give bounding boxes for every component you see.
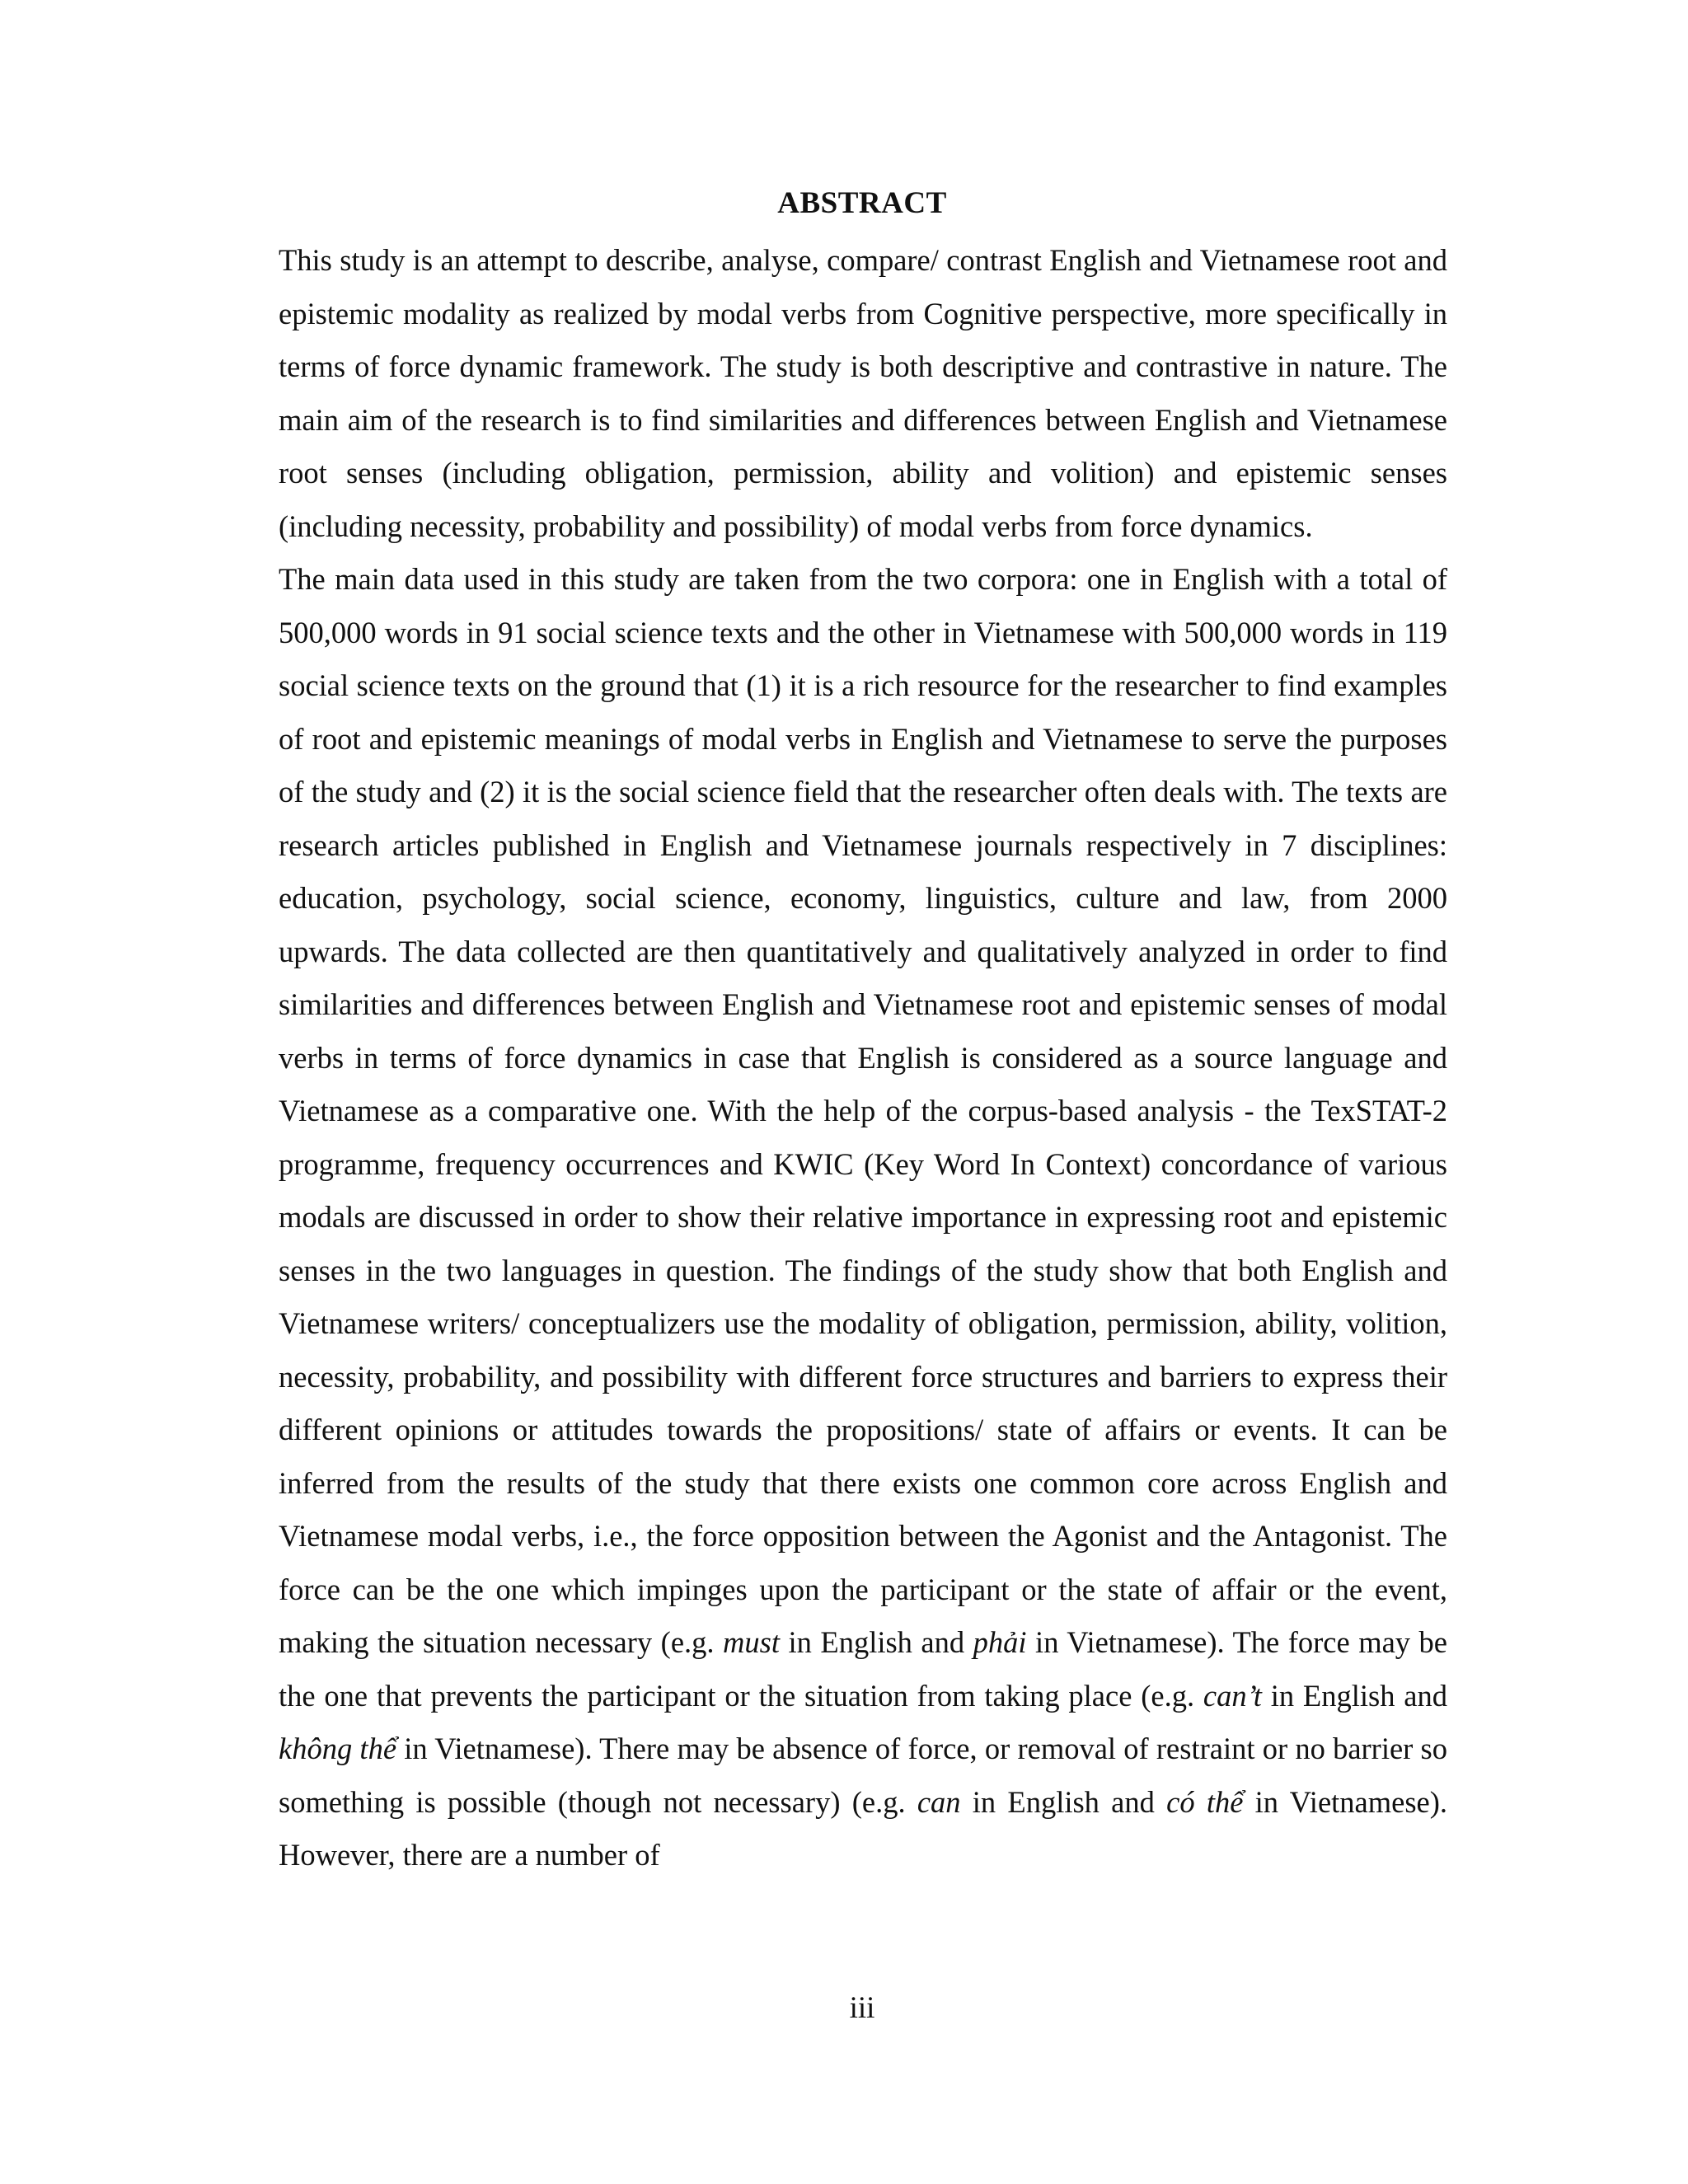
paragraph-2-text-3: in Vietnamese). The force may be the one that prevents the participant or the situation from taking place (e.g. [279,1625,1448,1713]
paragraph-2 [279,553,1447,1882]
paragraph-2-text-5: in Vietnamese). There may be absence of force, or removal of restraint or no barrier so something is possible (though not necessary) (e.g. [279,1732,1447,1819]
paragraph-2-text-6: in English and [960,1784,1167,1819]
example-khong-the: không thể [279,1732,397,1765]
paragraph-2-text-7: in Vietnamese). However, there are a number of [279,1784,1448,1872]
example-cant: can’t [1203,1678,1262,1713]
abstract-heading: ABSTRACT [777,186,947,220]
example-phai: phải [973,1625,1027,1659]
paragraph-2-text-1: The main data used in this study are taken from the two corpora: one in English with a total of 500,000 words in 91 social science texts and the other in Vietnamese with 500,000 words in 119 social science texts on the ground that (1) it is a rich resource for the researcher to find examples of root and epistemic meanings of modal verbs in English and Vietnamese to serve the purposes of the study and (2) it is the social science field that the researcher often deals with. The texts are research articles published in English and Vietnamese journals respectively in 7 disciplines: education, psychology, social science, economy, linguistics, culture and law, from 2000 upwards. The data collected are then quantitatively and qualitatively analyzed in order to find similarities and differences between English and Vietnamese root and epistemic senses of modal verbs in terms of force dynamics in case that English is considered as a source language and Vietnamese as a comparative one. With the help of the corpus-based analysis - the TexSTAT-2 programme, frequency occurrences and KWIC (Key Word In Context) concordance of various modals are discussed in order to show their relative importance in expressing root and epistemic senses in the two languages in question. The findings of the study show that both English and Vietnamese writers/ conceptualizers use the modality of obligation, permission, ability, volition, necessity, probability, and possibility with different force structures and barriers to express their different opinions or attitudes towards the propositions/ state of affairs or events. It can be inferred from the results of the study that there exists one common core across English and Vietnamese modal verbs, i.e., the force opposition between the Agonist and the Antagonist. The force can be the one which impinges upon the participant or the state of affair or the event, making the situation necessary (e.g. [279,562,1447,1659]
paragraph-1: This study is an attempt to describe, analyse, compare/ contrast English and Vietnamese root and epistemic modality as realized by modal verbs from Cognitive perspective, more specifically in terms of force dynamic framework. The study is both descriptive and contrastive in nature. The main aim of the research is to find similarities and differences between English and Vietnamese root senses (including obligation, permission, ability and volition) and epistemic senses (including necessity, probability and possibility) of modal verbs from force dynamics. [279,243,1447,543]
abstract-body [279,234,1447,1882]
paragraph-2-text-4: in English and [1261,1678,1447,1713]
example-must: must [723,1625,780,1659]
paragraph-2-text-2: in English and [780,1625,973,1659]
example-can: can [917,1784,961,1819]
example-co-the: có thể [1166,1784,1244,1819]
page-number: iii [849,1991,875,2025]
